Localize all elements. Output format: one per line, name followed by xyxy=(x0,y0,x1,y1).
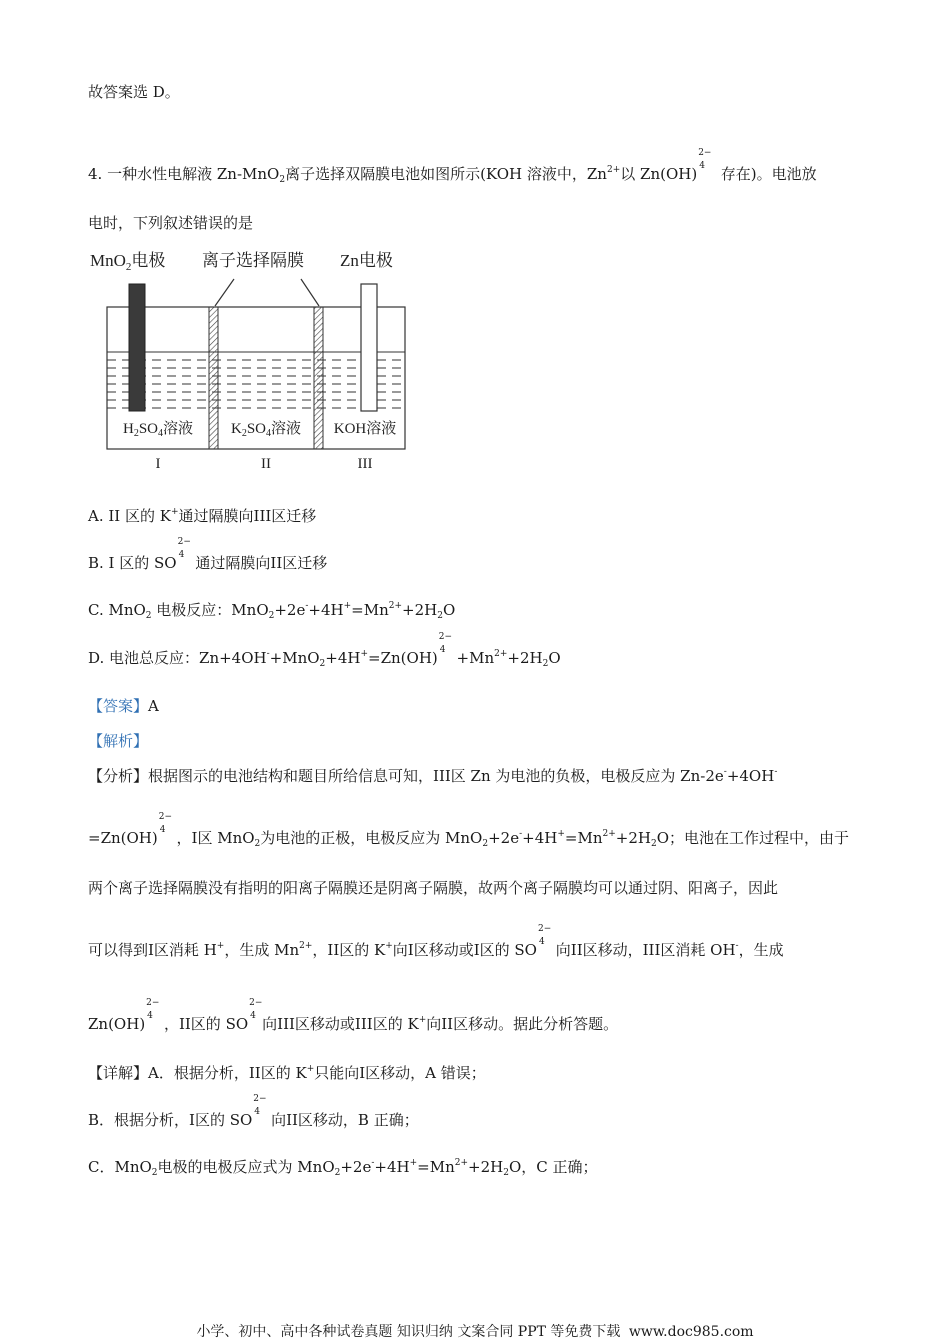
ion-charge: 2− 4 xyxy=(537,924,552,947)
answer-line xyxy=(88,696,159,716)
region-label-1: I xyxy=(155,456,161,472)
analysis-line-5: Zn(OH) 2− 4 ，II区的 SO 2− 4 向III区移动或III区的 K+向II区移动。据此分析答题。 xyxy=(88,998,619,1033)
analysis-line-3: 两个离子选择隔膜没有指明的阳离子隔膜还是阴离子隔膜，故两个离子隔膜均可以通过阴、阳离子，因此 xyxy=(88,879,779,897)
liquid-level-lines xyxy=(107,352,405,408)
detail-line-3: C．MnO$_2$电极的电极反应式为 $MnO_2+2e^-+4H^+=Mn^{2+}+2H_2O$，C 正确； xyxy=(88,1158,598,1178)
page-footer xyxy=(0,1323,950,1341)
question-number: 4. xyxy=(88,165,103,183)
battery-diagram xyxy=(88,246,418,476)
membrane-pointer-right xyxy=(301,279,319,306)
zn-electrode xyxy=(361,284,377,411)
detail-line-2: B．根据分析，I区的 SO 2− 4 向II区移动，B 正确； xyxy=(88,1094,419,1129)
label-zn-electrode: Zn电极 xyxy=(340,251,393,270)
option-a: A. II 区的 K+通过隔膜向III区迁移 xyxy=(88,507,317,525)
ion-charge: 2− 4 xyxy=(146,998,160,1021)
analysis-heading: 【解析】 xyxy=(88,732,149,750)
membrane-left xyxy=(209,307,218,449)
region-label-3: III xyxy=(357,456,373,472)
region-label-2: II xyxy=(261,456,271,472)
ion-charge: 2− 4 xyxy=(158,812,173,835)
membrane-pointer-left xyxy=(215,279,234,306)
membrane-right xyxy=(314,307,323,449)
option-b: B. I 区的 SO 2− 4 通过隔膜向II区迁移 xyxy=(88,537,328,572)
label-mno2-electrode: MnO$_2$电极 xyxy=(90,251,166,273)
analysis-line-4: 可以得到I区消耗 H+，生成 $Mn^{2+}$，II区的 K+向I区移动或I区的 SO 2− 4 向II区移动，III区消耗 OH-，生成 xyxy=(88,924,784,959)
analysis-line-1: 【分析】根据图示的电池结构和题目所给信息可知，III区 Zn 为电池的负极，电极反应为 Zn-2e-+4OH- xyxy=(88,767,778,785)
ion-charge: 2− 4 xyxy=(253,1094,267,1117)
solution-k2so4: $K_2SO_4$溶液 xyxy=(230,421,302,439)
ion-charge: 2− 4 xyxy=(438,632,453,655)
analysis-line-2: =Zn(OH) 2− 4 ，I区 MnO$_2$为电池的正极，电极反应为 $MnO_2+2e^-+4H^+=Mn^{2+}+2H_2O$；电池在工作过程中，由于 xyxy=(88,812,850,849)
answer-value: A xyxy=(148,697,159,715)
intro-line: 故答案选 D。 xyxy=(88,83,180,101)
solution-koh: KOH溶液 xyxy=(333,421,397,437)
ion-charge: 2− 4 xyxy=(698,148,712,171)
option-c: C. MnO$_2$ 电极反应：$MnO_2+2e^-+4H^+=Mn^{2+}+2H_2O$ xyxy=(88,601,456,621)
ion-charge: 2− 4 xyxy=(249,998,263,1021)
ion-charge: 2− 4 xyxy=(177,537,191,560)
label-ion-membrane: 离子选择隔膜 xyxy=(202,251,304,270)
footer-text: 小学、初中、高中各种试卷真题 知识归纳 文案合同 PPT 等免费下载 xyxy=(196,1324,621,1340)
question-line-1: 4. 一种水性电解液 Zn-MnO$_2$离子选择双隔膜电池如图所示(KOH 溶液中，$Zn^{2+}$以 Zn(OH) 2− 4 存在)。电池放 xyxy=(88,148,817,185)
detail-line-1: 【详解】A．根据分析，II区的 K+只能向I区移动，A 错误； xyxy=(88,1064,486,1082)
solution-h2so4: $H_2SO_4$溶液 xyxy=(122,421,194,439)
footer-site-link[interactable]: www.doc985.com xyxy=(628,1324,754,1340)
answer-tag: 【答案】 xyxy=(88,697,149,715)
mno2-electrode xyxy=(129,284,145,411)
question-line-2: 电时，下列叙述错误的是 xyxy=(88,214,254,232)
option-d: D. 电池总反应：Zn+4OH-+MnO$_2$+4H+=Zn(OH) 2− 4 $+Mn^{2+}+2H_2O$ xyxy=(88,632,561,669)
